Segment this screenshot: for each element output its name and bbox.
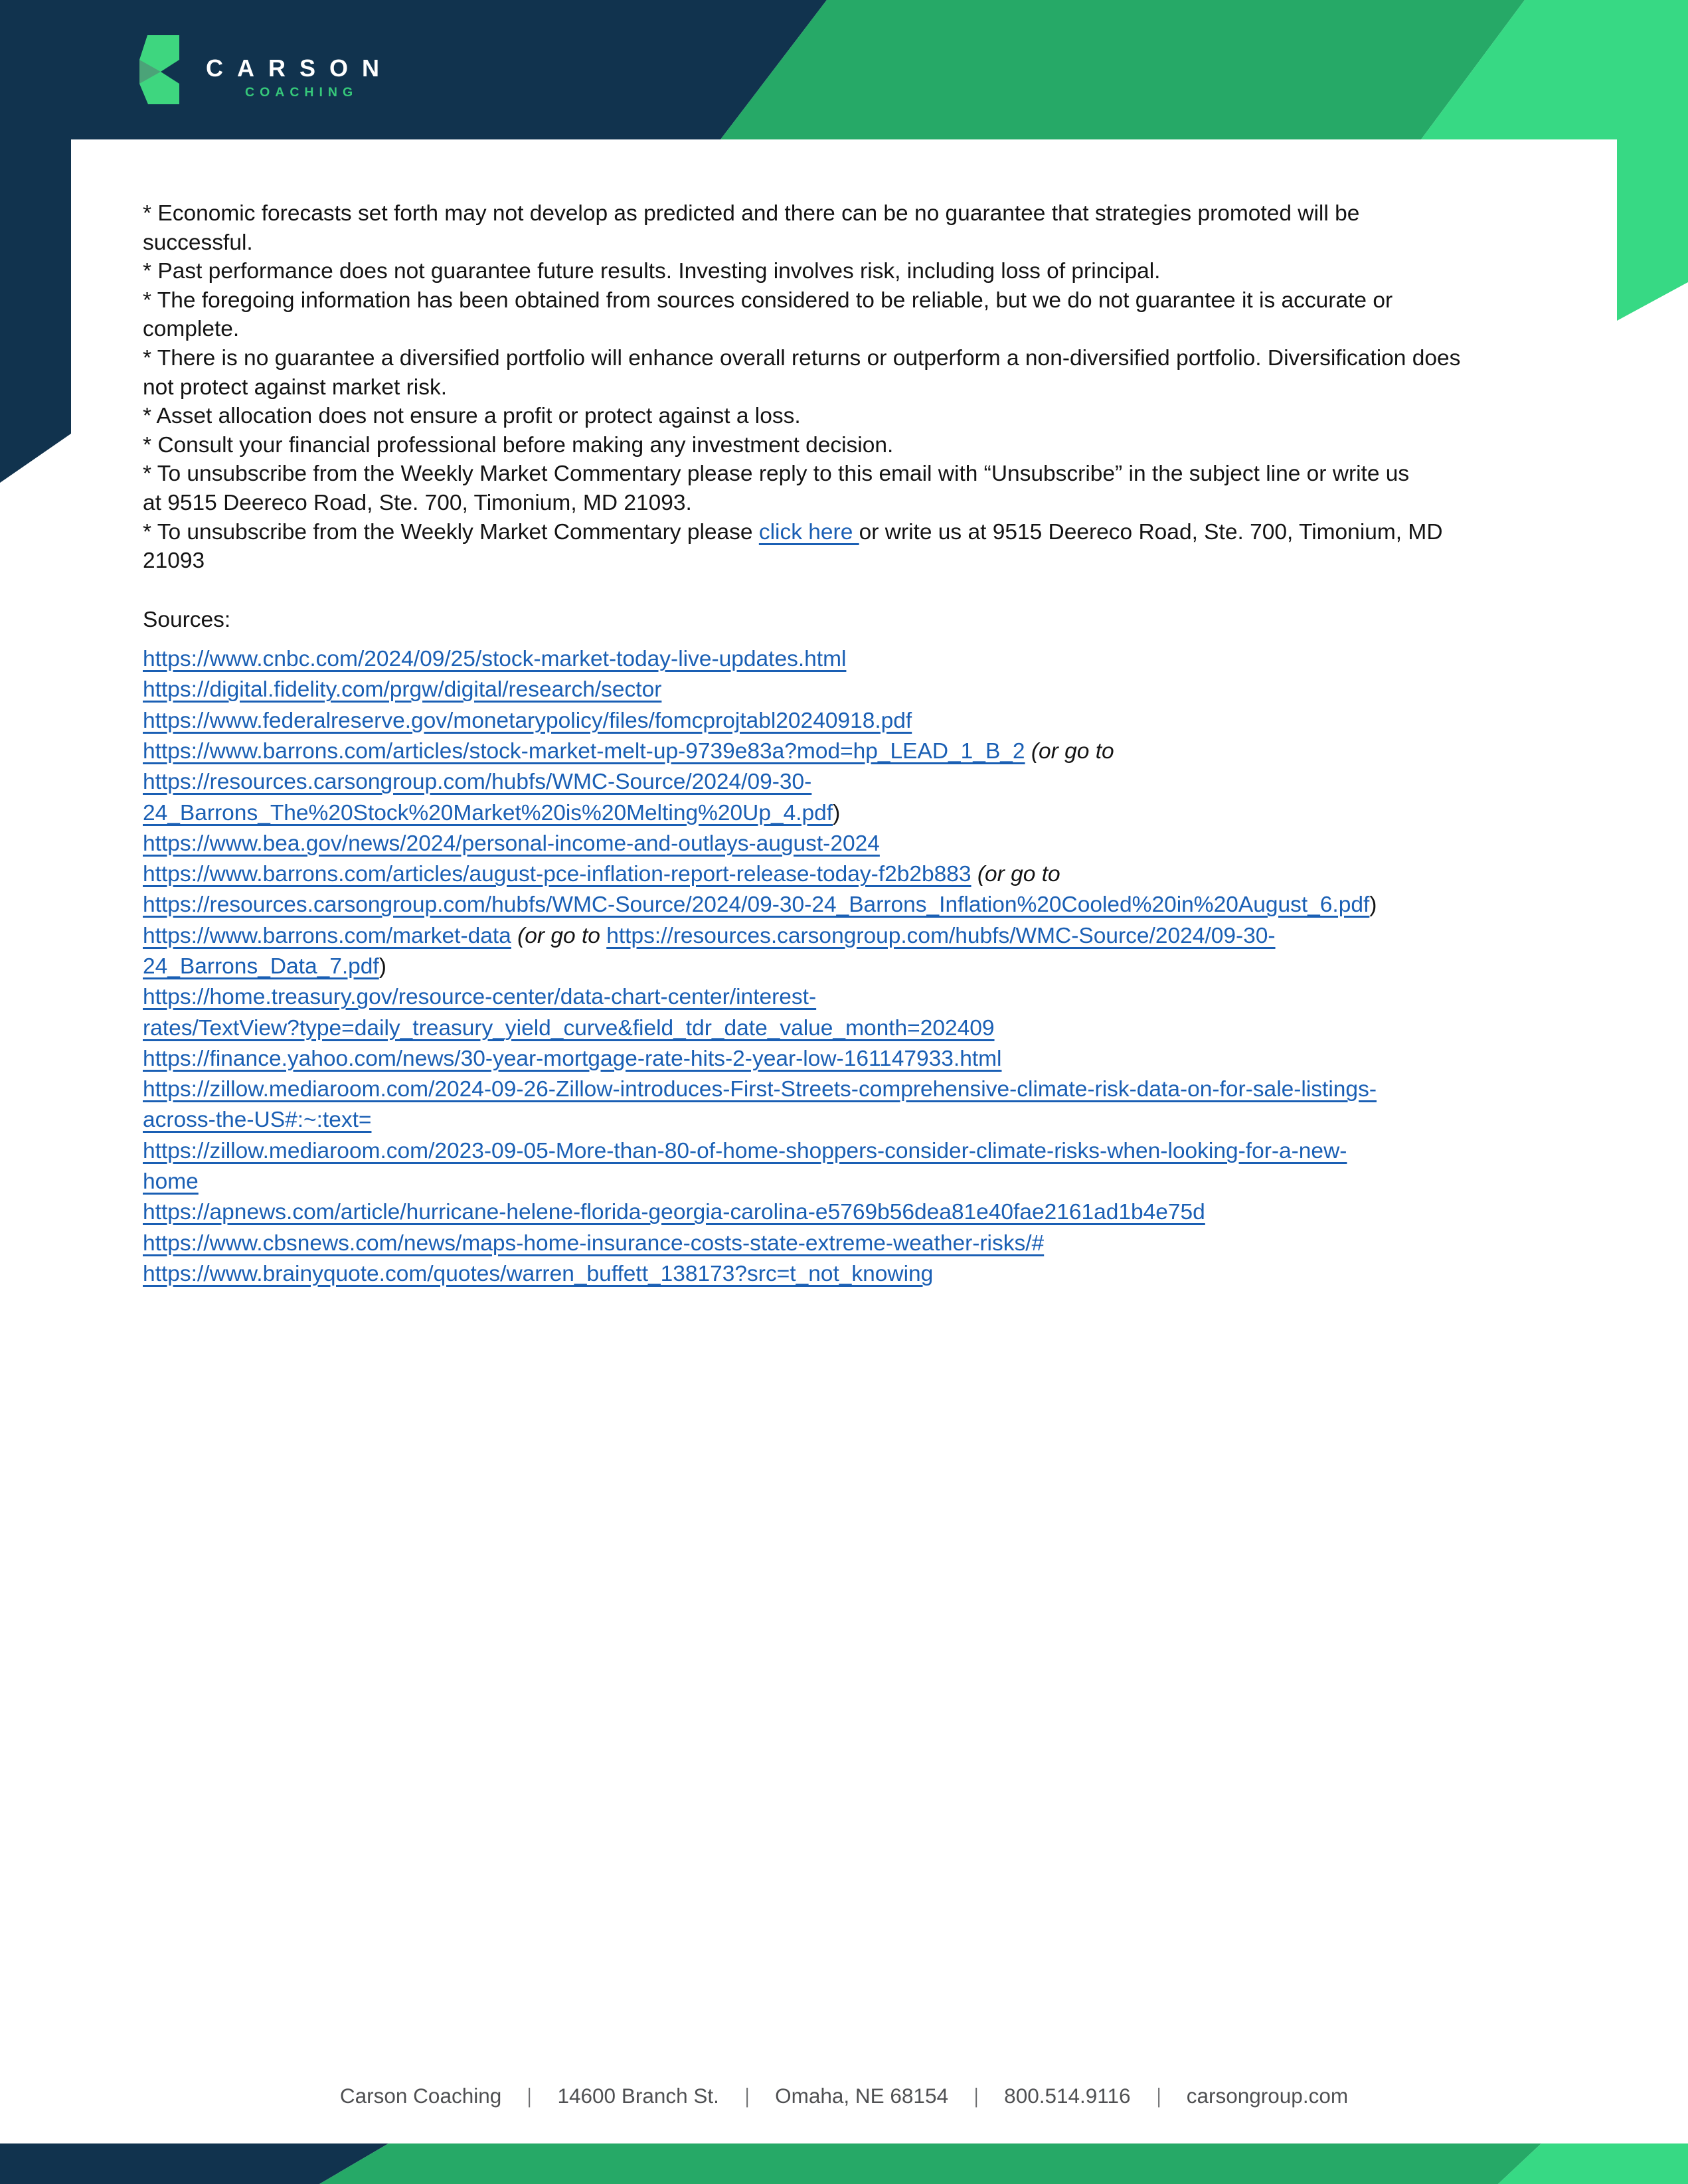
hyperlink[interactable]: 24_Barrons_The%20Stock%20Market%20is%20Melting%20Up_4.pdf: [143, 800, 833, 825]
source-line: [143, 798, 1637, 829]
hyperlink[interactable]: home: [143, 1169, 199, 1195]
footer-contact-bar: [0, 2084, 1688, 2108]
disclaimer-line: [143, 546, 1637, 576]
hyperlink[interactable]: https://zillow.mediaroom.com/2023-09-05-More-than-80-of-home-shoppers-consider-climate-risks-when-looking-for-a-new-: [143, 1138, 1347, 1163]
hyperlink[interactable]: https://www.cbsnews.com/news/maps-home-insurance-costs-state-extreme-weather-risks/#: [143, 1230, 1045, 1256]
footer-item: Omaha, NE 68154: [775, 2084, 948, 2108]
footer-separator: |: [1156, 2084, 1161, 2108]
footer-item: Carson Coaching: [339, 2084, 502, 2108]
disclaimer-line: [143, 402, 1637, 431]
logo-tagline: COACHING: [245, 85, 359, 100]
source-line: [143, 890, 1637, 920]
footer-separator: |: [527, 2084, 532, 2108]
plain-text: ): [379, 954, 386, 979]
footer-separator: |: [744, 2084, 750, 2108]
disclaimer-line: [143, 286, 1637, 315]
plain-text: [971, 862, 977, 886]
plain-text: [511, 924, 517, 948]
source-line: [143, 829, 1637, 859]
hyperlink[interactable]: https://resources.carsongroup.com/hubfs/WMC-Source/2024/09-30-: [606, 923, 1276, 948]
plain-text: 21093: [143, 548, 205, 574]
source-line: [143, 1044, 1637, 1074]
footer-separator: |: [973, 2084, 979, 2108]
plain-text: * Consult your financial professional before making any investment decision.: [143, 432, 894, 458]
plain-text: [1025, 739, 1031, 764]
source-line: [143, 736, 1637, 767]
plain-text: at 9515 Deereco Road, Ste. 700, Timonium, MD 21093.: [143, 490, 692, 515]
plain-text: ): [833, 800, 841, 825]
hyperlink[interactable]: https://zillow.mediaroom.com/2024-09-26-Zillow-introduces-First-Streets-comprehensive-climate-risk-data-on-for-sale-listings-: [143, 1077, 1377, 1102]
footer-item: 14600 Branch St.: [557, 2084, 719, 2108]
hyperlink[interactable]: https://digital.fidelity.com/prgw/digital/research/sector: [143, 677, 662, 703]
disclaimer-line: [143, 315, 1637, 344]
sources-heading: Sources:: [143, 607, 231, 632]
source-line: [143, 1105, 1637, 1135]
logo-wordmark: CARSON: [206, 54, 394, 82]
plain-text: * Past performance does not guarantee future results. Investing involves risk, including loss of principal.: [143, 259, 1161, 284]
source-line: [143, 1259, 1637, 1290]
header-dark-green-shape: [720, 0, 1525, 139]
footer-dark-green-shape: [319, 2143, 1541, 2184]
source-line: [143, 706, 1637, 736]
source-line: [143, 644, 1637, 675]
disclaimer-line: [143, 228, 1637, 258]
disclaimer-block: [143, 199, 1637, 576]
plain-text: * To unsubscribe from the Weekly Market Commentary please reply to this email with “Unsubscribe” in the subject line or write us: [143, 462, 1410, 487]
carson-chevron-icon: [139, 35, 179, 104]
hyperlink[interactable]: https://www.federalreserve.gov/monetarypolicy/files/fomcprojtabl20240918.pdf: [143, 708, 912, 733]
disclaimer-line: [143, 373, 1637, 402]
document-body: [143, 199, 1637, 1290]
plain-text: (or go to: [977, 862, 1060, 887]
source-line: [143, 1197, 1637, 1228]
plain-text: * Economic forecasts set forth may not develop as predicted and there can be no guarantee that strategies promoted will be: [143, 201, 1360, 226]
disclaimer-line: [143, 344, 1637, 373]
hyperlink[interactable]: rates/TextView?type=daily_treasury_yield_curve&field_tdr_date_value_month=202409: [143, 1015, 995, 1041]
plain-text: (or go to: [517, 923, 607, 948]
source-line: [143, 982, 1637, 1013]
disclaimer-line: [143, 489, 1637, 518]
hyperlink[interactable]: https://www.barrons.com/articles/stock-market-melt-up-9739e83a?mod=hp_LEAD_1_B_2: [143, 738, 1025, 764]
plain-text: * The foregoing information has been obtained from sources considered to be reliable, but we do not guarantee it is accurate or: [143, 288, 1393, 313]
hyperlink[interactable]: https://finance.yahoo.com/news/30-year-mortgage-rate-hits-2-year-low-161147933.html: [143, 1046, 1002, 1071]
hyperlink[interactable]: https://www.barrons.com/market-data: [143, 923, 511, 948]
carson-coaching-logo: [139, 35, 458, 104]
source-line: [143, 1074, 1637, 1105]
disclaimer-line: [143, 518, 1637, 547]
disclaimer-line: [143, 460, 1637, 489]
source-line: [143, 952, 1637, 982]
disclaimer-line: [143, 257, 1637, 286]
hyperlink[interactable]: across-the-US#:~:text=: [143, 1108, 372, 1133]
source-line: [143, 767, 1637, 798]
plain-text: or write us at 9515 Deereco Road, Ste. 700, Timonium, MD: [859, 519, 1443, 545]
plain-text: * To unsubscribe from the Weekly Market Commentary please: [143, 519, 759, 545]
source-line: [143, 1167, 1637, 1197]
sources-block: [143, 644, 1637, 1290]
hyperlink[interactable]: https://resources.carsongroup.com/hubfs/WMC-Source/2024/09-30-: [143, 770, 812, 795]
source-line: [143, 1136, 1637, 1167]
plain-text: (or go to: [1031, 738, 1114, 764]
plain-text: not protect against market risk.: [143, 375, 448, 400]
plain-text: successful.: [143, 230, 253, 255]
plain-text: ): [1369, 892, 1377, 918]
plain-text: * There is no guarantee a diversified portfolio will enhance overall returns or outperform a non-diversified portfolio. Diversification does: [143, 345, 1461, 371]
footer-item: 800.514.9116: [1004, 2084, 1131, 2108]
source-line: [143, 675, 1637, 705]
hyperlink[interactable]: https://resources.carsongroup.com/hubfs/WMC-Source/2024/09-30-24_Barrons_Inflation%20Cooled%20in%20August_6.pdf: [143, 892, 1370, 918]
hyperlink[interactable]: 24_Barrons_Data_7.pdf: [143, 954, 379, 979]
plain-text: complete.: [143, 317, 240, 342]
hyperlink[interactable]: https://www.cnbc.com/2024/09/25/stock-market-today-live-updates.html: [143, 647, 847, 672]
footer-item: carsongroup.com: [1186, 2084, 1349, 2108]
hyperlink[interactable]: https://home.treasury.gov/resource-center/data-chart-center/interest-: [143, 985, 817, 1010]
hyperlink[interactable]: https://apnews.com/article/hurricane-helene-florida-georgia-carolina-e5769b56dea81e40fae2161ad1b4e75d: [143, 1200, 1205, 1225]
hyperlink[interactable]: https://www.brainyquote.com/quotes/warren_buffett_138173?src=t_not_knowing: [143, 1261, 934, 1286]
hyperlink[interactable]: https://www.bea.gov/news/2024/personal-income-and-outlays-august-2024: [143, 831, 880, 856]
disclaimer-line: [143, 431, 1637, 460]
source-line: [143, 1228, 1637, 1259]
hyperlink[interactable]: https://www.barrons.com/articles/august-pce-inflation-report-release-today-f2b2b883: [143, 862, 971, 887]
plain-text: * Asset allocation does not ensure a profit or protect against a loss.: [143, 404, 801, 429]
source-line: [143, 859, 1637, 890]
hyperlink[interactable]: click here: [758, 519, 859, 545]
disclaimer-line: [143, 199, 1637, 228]
source-line: [143, 921, 1637, 952]
source-line: [143, 1013, 1637, 1044]
